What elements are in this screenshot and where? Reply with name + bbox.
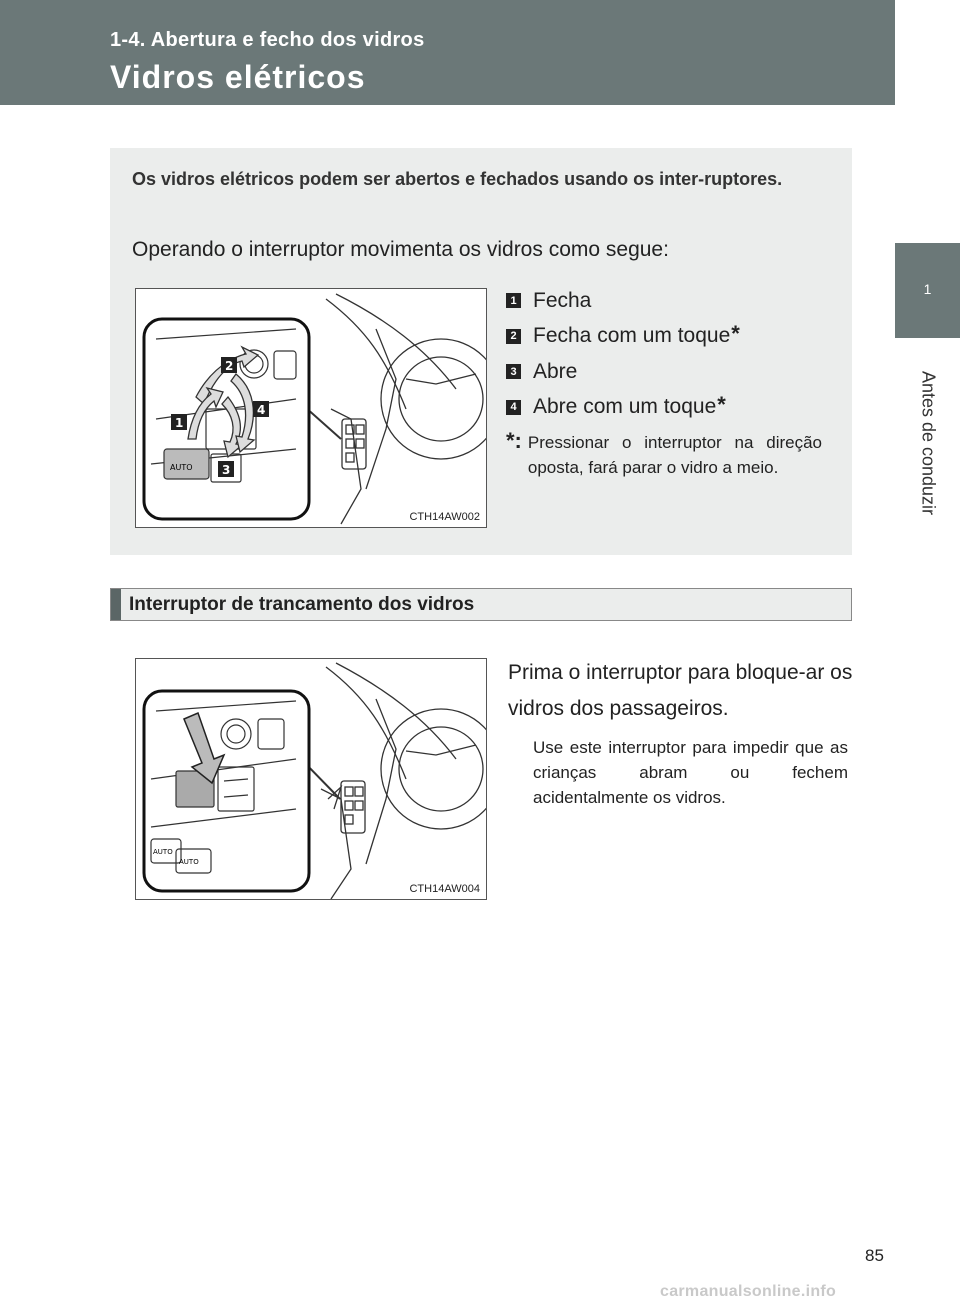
page-number: 85 — [865, 1246, 884, 1265]
page-header — [0, 0, 895, 105]
legend-badge: 2 — [506, 329, 521, 344]
lock-detail: Use este interruptor para impedir que as crianças abram ou fechem acidentalmente os vidros. — [533, 738, 848, 807]
figure-code: CTH14AW004 — [409, 883, 480, 895]
lock-instruction: Prima o interruptor para bloque-ar os vidros dos passageiros. — [508, 661, 853, 720]
auto-label: AUTO — [170, 463, 193, 472]
window-lock-illustration — [136, 659, 487, 900]
chapter-number: 1 — [923, 281, 932, 297]
legend-badge: 1 — [506, 293, 521, 308]
callout-4: 4 — [257, 403, 266, 417]
legend-badge: 4 — [506, 400, 521, 415]
lock-section-title: Interruptor de trancamento dos vidros — [129, 594, 475, 615]
legend-item — [506, 354, 826, 390]
intro-sub: Operando o interruptor movimenta os vidros como segue: — [132, 238, 669, 261]
auto-label-1: AUTO — [153, 848, 173, 856]
chapter-label-text: Antes de conduzir — [918, 370, 938, 516]
legend-label: Abre com um toque — [533, 395, 717, 419]
window-switch-figure — [135, 288, 487, 528]
window-switch-illustration — [136, 289, 487, 528]
legend-label: Fecha com um toque — [533, 324, 731, 348]
callout-3: 3 — [222, 463, 231, 477]
page-title: Vidros elétricos — [110, 59, 366, 95]
legend-label: Fecha — [533, 288, 592, 312]
intro-lead: Os vidros elétricos podem ser abertos e fechados usando os inter-ruptores. — [132, 169, 783, 189]
legend-item: 2 Fecha com um toque * — [506, 319, 826, 355]
legend-item: 4 Abre com um toque * — [506, 390, 826, 426]
footnote-marker: *: — [506, 428, 522, 453]
auto-label-2: AUTO — [179, 858, 199, 866]
callout-2: 2 — [225, 359, 234, 373]
chapter-tab[interactable] — [895, 243, 960, 338]
callout-1: 1 — [175, 416, 184, 430]
footnote — [506, 430, 822, 480]
legend-list — [506, 283, 826, 425]
chapter-label — [895, 338, 960, 548]
footnote-text: Pressionar o interruptor na direção oposta, fará parar o vidro a meio. — [527, 433, 822, 477]
figure-code: CTH14AW002 — [409, 511, 480, 523]
watermark: carmanualsonline.info — [660, 1283, 837, 1300]
section-label: 1-4. Abertura e fecho dos vidros — [110, 29, 425, 51]
lock-section-header — [110, 588, 852, 621]
legend-badge: 3 — [506, 364, 521, 379]
window-lock-figure — [135, 658, 487, 900]
legend-label: Abre — [533, 359, 578, 383]
legend-item — [506, 283, 826, 319]
section-accent-bar — [111, 589, 121, 620]
